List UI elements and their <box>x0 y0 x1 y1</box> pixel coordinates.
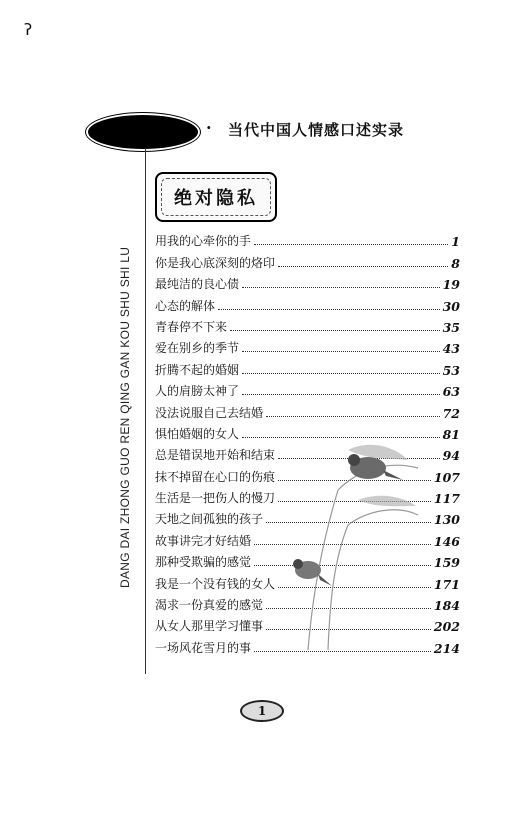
toc-leader-dots <box>278 265 448 267</box>
toc-entry-page: 30 <box>442 298 460 314</box>
toc-leader-dots <box>230 329 440 331</box>
toc-entry[interactable] <box>155 378 460 399</box>
toc-entry-page: 159 <box>433 555 460 571</box>
toc-entry-page: 146 <box>433 533 460 549</box>
toc-entry-title: 折腾不起的婚姻 <box>155 362 240 377</box>
toc-leader-dots <box>266 415 440 417</box>
section-title-frame <box>155 172 277 222</box>
toc-entry-title: 一场风花雪月的事 <box>155 640 252 655</box>
toc-leader-dots <box>242 350 440 352</box>
toc-leader-dots <box>254 650 431 652</box>
toc-entry-title: 从女人那里学习懂事 <box>155 619 264 634</box>
header-bullet: · <box>206 118 212 137</box>
toc-entry[interactable] <box>155 292 460 313</box>
page-number-badge <box>240 700 284 722</box>
toc-entry-title: 生活是一把伤人的慢刀 <box>155 491 276 506</box>
toc-entry-page: 19 <box>442 277 460 293</box>
toc-entry-title: 人的肩膀太神了 <box>155 384 240 399</box>
toc-entry-page: 43 <box>442 341 460 357</box>
toc-entry-page: 72 <box>442 405 460 421</box>
toc-entry-title: 抹不掉留在心口的伤痕 <box>155 469 276 484</box>
toc-entry-title: 我是一个没有钱的女人 <box>155 576 276 591</box>
toc-entry-page: 130 <box>433 512 460 528</box>
vertical-rule <box>145 148 146 674</box>
toc-entry-page: 81 <box>442 426 460 442</box>
toc-entry[interactable] <box>155 228 460 249</box>
bird-branch-illustration <box>268 430 428 650</box>
toc-entry-page: 94 <box>442 448 460 464</box>
toc-entry-title: 心态的解体 <box>155 298 216 313</box>
toc-entry-title: 惧怕婚姻的女人 <box>155 426 240 441</box>
toc-entry[interactable] <box>155 399 460 420</box>
vertical-pinyin-title: DANG DAI ZHONG GUO REN QING GAN KOU SHU SHI LU <box>118 246 132 588</box>
section-title: 绝对隐私 <box>174 188 258 209</box>
toc-entry[interactable] <box>155 356 460 377</box>
corner-mark-icon: ʔ <box>24 20 33 39</box>
toc-entry-title: 青春停不下来 <box>155 319 228 334</box>
toc-entry-title: 天地之间孤独的孩子 <box>155 512 264 527</box>
toc-leader-dots <box>242 393 440 395</box>
header-oval-decoration <box>86 113 200 151</box>
toc-entry[interactable] <box>155 271 460 292</box>
toc-entry-page: 214 <box>433 640 460 656</box>
toc-entry-page: 1 <box>451 234 460 250</box>
toc-entry-page: 184 <box>433 598 460 614</box>
toc-entry-title: 故事讲完才好结婚 <box>155 533 252 548</box>
toc-leader-dots <box>218 308 440 310</box>
toc-entry[interactable] <box>155 314 460 335</box>
toc-entry-page: 8 <box>451 255 460 271</box>
toc-entry-title: 渴求一份真爱的感觉 <box>155 598 264 613</box>
toc-entry[interactable] <box>155 249 460 270</box>
page-number: 1 <box>257 704 267 718</box>
toc-entry[interactable] <box>155 335 460 356</box>
toc-entry-title: 那种受欺骗的感觉 <box>155 555 252 570</box>
toc-leader-dots <box>242 286 440 288</box>
toc-entry-title: 用我的心牵你的手 <box>155 234 252 249</box>
toc-entry-title: 总是错误地开始和结束 <box>155 448 276 463</box>
toc-entry-page: 117 <box>433 491 460 507</box>
toc-entry-title: 最纯洁的良心债 <box>155 277 240 292</box>
toc-entry-page: 53 <box>442 362 460 378</box>
toc-entry-page: 171 <box>433 576 460 592</box>
toc-entry-page: 202 <box>433 619 460 635</box>
toc-leader-dots <box>254 243 448 245</box>
toc-entry-page: 63 <box>442 384 460 400</box>
toc-entry-title: 没法说服自己去结婚 <box>155 405 264 420</box>
toc-entry-page: 107 <box>433 469 460 485</box>
toc-entry-title: 爱在别乡的季节 <box>155 341 240 356</box>
toc-entry-page: 35 <box>442 319 460 335</box>
toc-entry-title: 你是我心底深刻的烙印 <box>155 255 276 270</box>
toc-leader-dots <box>242 372 440 374</box>
running-header-title: 当代中国人情感口述实录 <box>228 121 405 139</box>
